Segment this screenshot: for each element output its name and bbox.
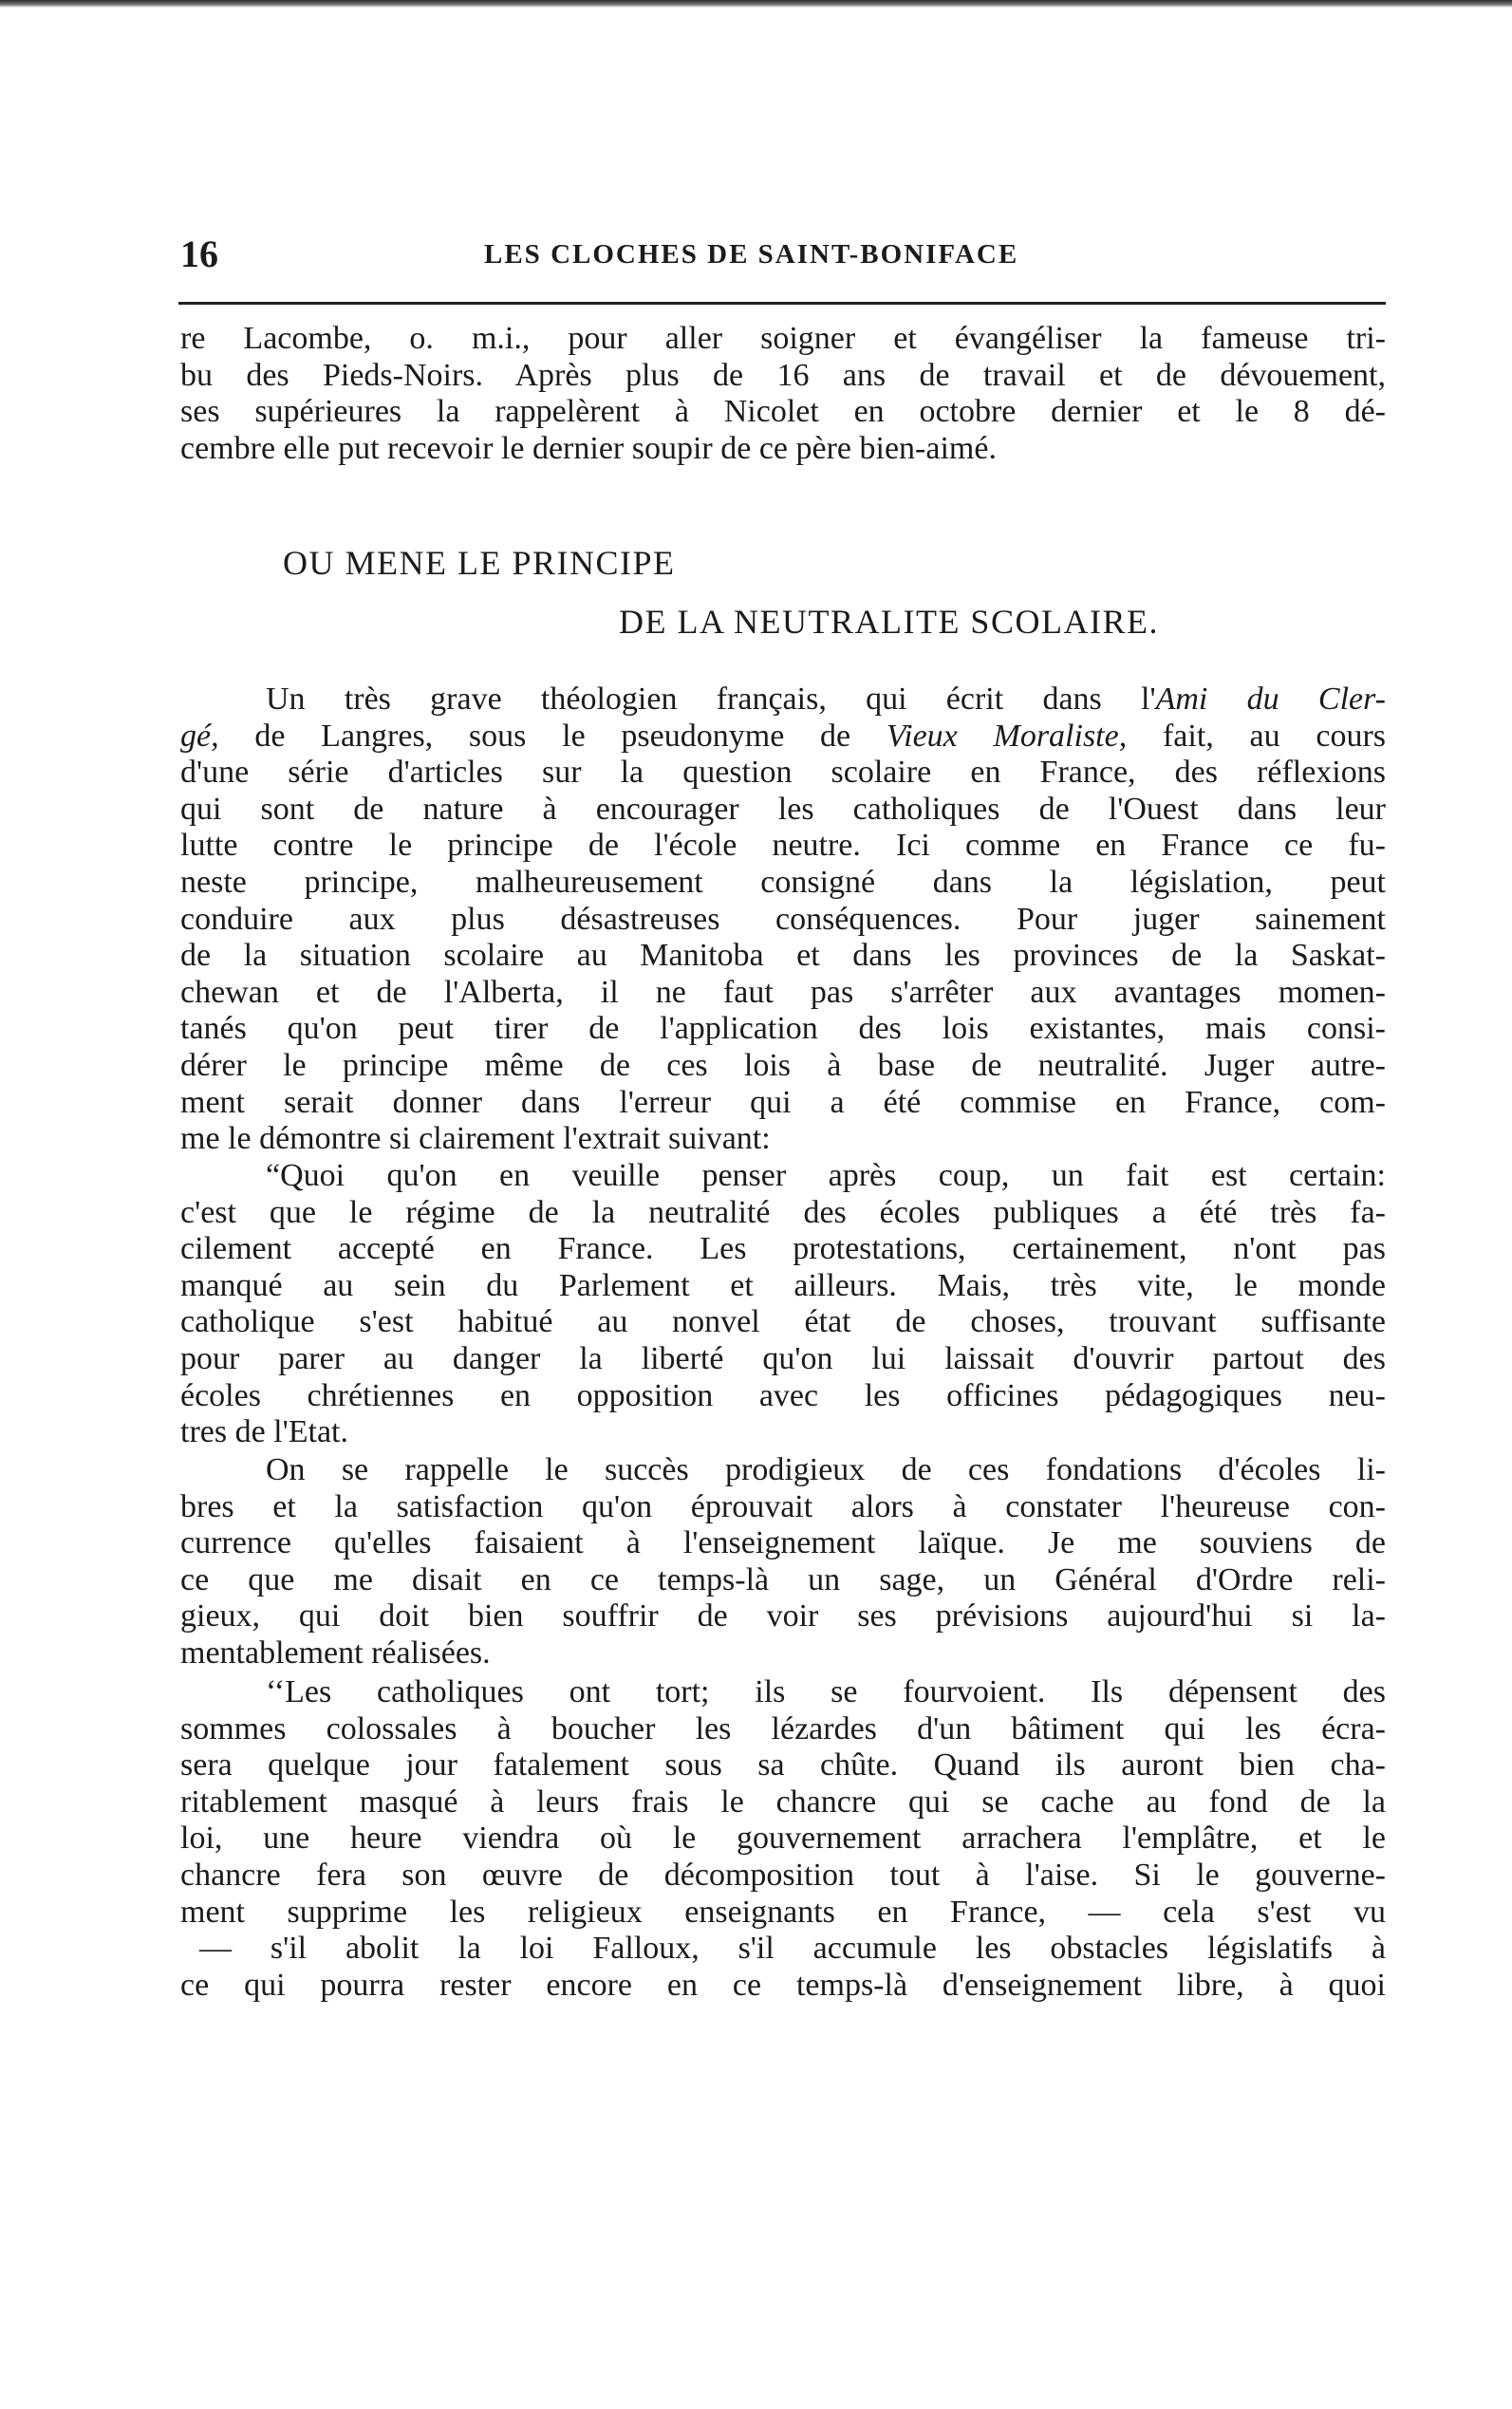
text-line: bu des Pieds-Noirs. Après plus de 16 ans de travail et de dévouement, [180, 357, 1386, 393]
text-line: “Quoi qu'on en veuille penser après coup, un fait est certain: [266, 1158, 1386, 1193]
text-line: bres et la satisfaction qu'on éprouvait alors à constater l'heureuse con- [180, 1488, 1386, 1524]
text-line: re Lacombe, o. m.i., pour aller soigner et évangéliser la fameuse tri- [180, 321, 1386, 356]
text-line: tres de l'Etat. [180, 1414, 349, 1450]
text-line: de la situation scolaire au Manitoba et dans les provinces de la Saskat- [180, 938, 1386, 974]
text-line: ce qui pourra rester encore en ce temps-là d'enseignement libre, à quoi [180, 1967, 1386, 2003]
text-line: c'est que le régime de la neutralité des écoles publiques a été très fa- [180, 1194, 1386, 1230]
text-line [180, 719, 1386, 756]
text-line: sommes colossales à boucher les lézardes d'un bâtiment qui les écra- [180, 1710, 1386, 1746]
section-heading-line-2: DE LA NEUTRALITE SCOLAIRE. [619, 603, 1159, 641]
text-line: — s'il abolit la loi Falloux, s'il accumule les obstacles législatifs à [199, 1931, 1386, 1967]
text-line: chancre fera son œuvre de décomposition tout à l'aise. Si le gouverne- [180, 1857, 1386, 1893]
text-run: fait, au cours [1127, 718, 1386, 754]
paragraph-4 [180, 1674, 1386, 2004]
text-line: lutte contre le principe de l'école neutre. Ici comme en France ce fu- [180, 828, 1386, 864]
page-number: 16 [180, 233, 218, 275]
text-run: de Langres, sous le pseudonyme de [218, 718, 887, 754]
text-line: ‘‘Les catholiques ont tort; ils se fourvoient. Ils dépensent des [266, 1674, 1386, 1709]
text-line: sera quelque jour fatalement sous sa chûte. Quand ils auront bien cha- [180, 1747, 1386, 1783]
text-line: catholique s'est habitué au nonvel état de choses, trouvant suffisante [180, 1304, 1386, 1340]
text-line: currence qu'elles faisaient à l'enseignement laïque. Je me souviens de [180, 1525, 1386, 1561]
text-line: cilement accepté en France. Les protestations, certainement, n'ont pas [180, 1231, 1386, 1267]
paragraph-1 [180, 682, 1386, 1158]
text-line: d'une série d'articles sur la question scolaire en France, des réflexions [180, 755, 1386, 791]
text-line: qui sont de nature à encourager les catholiques de l'Ouest dans leur [180, 791, 1386, 827]
text-line: chewan et de l'Alberta, il ne faut pas s'arrêter aux avantages momen- [180, 974, 1386, 1010]
text-line: ritablement masqué à leurs frais le chancre qui se cache au fond de la [180, 1783, 1386, 1820]
text-line: manqué au sein du Parlement et ailleurs. Mais, très vite, le monde [180, 1267, 1386, 1303]
pseudonym: Vieux Moraliste, [886, 718, 1128, 754]
text-line: me le démontre si clairement l'extrait suivant: [180, 1121, 771, 1157]
text-line: conduire aux plus désastreuses conséquences. Pour juger sainement [180, 901, 1386, 937]
text-line: loi, une heure viendra où le gouvernement arrachera l'emplâtre, et le [180, 1821, 1386, 1857]
text-line: ment serait donner dans l'erreur qui a été commise en France, com- [180, 1084, 1386, 1120]
text-line: gieux, qui doit bien souffrir de voir ses prévisions aujourd'hui si la- [180, 1598, 1386, 1634]
paragraph-2 [180, 1158, 1386, 1451]
running-title: LES CLOCHES DE SAINT-BONIFACE [484, 239, 1019, 270]
text-line: ses supérieures la rappelèrent à Nicolet en octobre dernier et le 8 dé- [180, 394, 1386, 430]
intro-paragraph [180, 321, 1386, 467]
text-line: neste principe, malheureusement consigné dans la législation, peut [180, 864, 1386, 900]
text-line: dérer le principe même de ces lois à base de neutralité. Juger autre- [180, 1047, 1386, 1083]
text-line: cembre elle put recevoir le dernier soupir de ce père bien-aimé. [180, 430, 997, 466]
text-line: ce que me disait en ce temps-là un sage, un Général d'Ordre reli- [180, 1561, 1386, 1597]
text-line [180, 682, 1386, 719]
text-line: écoles chrétiennes en opposition avec les officines pédagogiques neu- [180, 1377, 1386, 1413]
text-line: On se rappelle le succès prodigieux de ces fondations d'écoles li- [266, 1452, 1386, 1487]
header-rule [178, 302, 1386, 305]
journal-title-end: gé, [180, 718, 219, 754]
section-heading-line-1: OU MENE LE PRINCIPE [283, 544, 676, 582]
page-header [180, 232, 1386, 279]
text-line: ment supprime les religieux enseignants en France, — cela s'est vu [180, 1894, 1386, 1930]
text-run: Un très grave théologien français, qui écrit dans l' [266, 682, 1156, 717]
text-line: mentablement réalisées. [180, 1634, 491, 1671]
text-line: tanés qu'on peut tirer de l'application des lois existantes, mais consi- [180, 1011, 1386, 1047]
page-top-edge [0, 0, 1512, 8]
text-line: pour parer au danger la liberté qu'on lui laissait d'ouvrir partout des [180, 1340, 1386, 1376]
paragraph-3 [180, 1452, 1386, 1672]
journal-title: Ami du Cler- [1155, 682, 1386, 717]
